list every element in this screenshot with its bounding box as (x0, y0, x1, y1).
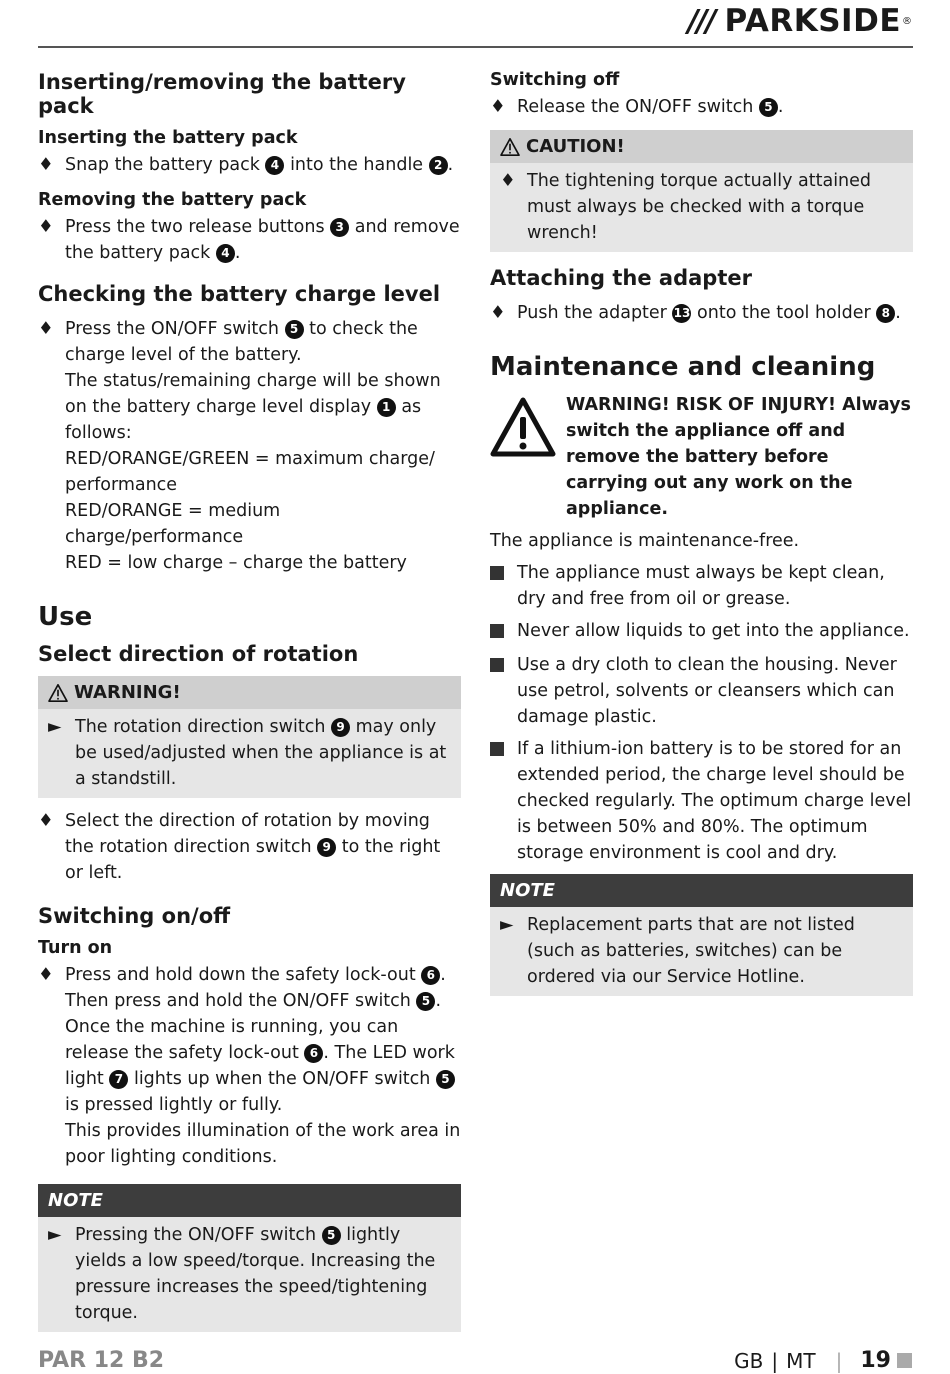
warning-triangle-icon (500, 138, 520, 156)
heading-switching: Switching on/off (38, 904, 231, 928)
diamond-bullet-icon: ♦ (38, 965, 54, 985)
list-item: ♦ Snap the battery pack 4 into the handle 2 . (38, 152, 461, 178)
footer-separator: | (771, 1348, 779, 1373)
brand-registered-mark: ® (902, 15, 912, 27)
heading-adapter: Attaching the adapter (490, 266, 752, 290)
brand-name: PARKSIDE (724, 3, 901, 39)
page-number: 19 (860, 1348, 891, 1373)
part-number-badge: 7 (109, 1070, 128, 1089)
part-number-badge: 4 (216, 244, 235, 263)
footer-divider: | (835, 1348, 843, 1373)
diamond-bullet-icon: ♦ (490, 97, 506, 117)
list-item: ♦ Release the ON/OFF switch 5 . (490, 94, 913, 120)
brand-slashes: /// (687, 3, 715, 39)
footer-lang-mt: MT (786, 1348, 816, 1373)
warning-box (38, 676, 461, 798)
diamond-bullet-icon: ♦ (38, 155, 54, 175)
heading-charge-level: Checking the battery charge level (38, 282, 441, 306)
maintenance-free-text: The appliance is maintenance-free. (490, 531, 800, 551)
list-item: ♦ Press the ON/OFF switch 5 to check the charge level of the battery. The status/remaining charge will be shown on the battery charge level display 1 as follows: RED/ORANGE/GREEN = maximum charge/ performance RED/ORANGE = medium charge/performance RED = low charge – charge the battery (38, 316, 461, 576)
heading-maintenance: Maintenance and cleaning (490, 352, 876, 382)
note-box (38, 1184, 461, 1332)
footer-square-mark (897, 1353, 912, 1368)
brand-logo (688, 4, 912, 38)
list-item: ♦ Select the direction of rotation by moving the rotation direction switch 9 to the right or left. (38, 808, 461, 886)
list-item: ♦ Push the adapter 13 onto the tool holder 8 . (490, 300, 913, 326)
list-item: The appliance must always be kept clean, dry and free from oil or grease. (490, 560, 913, 612)
note-box-header: NOTE (490, 874, 913, 907)
subheading-removing: Removing the battery pack (38, 190, 307, 210)
part-number-badge: 5 (436, 1070, 455, 1089)
header-rule (38, 46, 913, 48)
diamond-bullet-icon: ♦ (38, 319, 54, 339)
heading-rotation: Select direction of rotation (38, 642, 359, 666)
list-item: ♦ Press the two release buttons 3 and remove the battery pack 4 . (38, 214, 461, 266)
square-bullet-icon (490, 566, 504, 580)
list-item: ► The rotation direction switch 9 may only be used/adjusted when the appliance is at a standstill. (48, 714, 451, 792)
warning-box-header (38, 676, 461, 709)
diamond-bullet-icon: ♦ (38, 217, 54, 237)
arrow-bullet-icon: ► (48, 1225, 62, 1245)
part-number-badge: 8 (876, 304, 895, 323)
part-number-badge: 9 (331, 718, 350, 737)
part-number-badge: 6 (421, 966, 440, 985)
arrow-bullet-icon: ► (48, 717, 62, 737)
diamond-bullet-icon: ♦ (490, 303, 506, 323)
list-item: Never allow liquids to get into the appliance. (490, 618, 913, 646)
heading-insert-remove: Inserting/removing the battery pack (38, 70, 406, 118)
heading-use: Use (38, 602, 93, 632)
list-item: ► Pressing the ON/OFF switch 5 lightly yields a low speed/torque. Increasing the pressure increases the speed/tightening torque. (48, 1222, 451, 1326)
list-item: ► Replacement parts that are not listed (such as batteries, switches) can be ordered via our Service Hotline. (500, 912, 903, 990)
part-number-badge: 4 (265, 156, 284, 175)
part-number-badge: 2 (429, 156, 448, 175)
footer-page-info (734, 1348, 912, 1373)
part-number-badge: 13 (672, 304, 691, 323)
caution-label: CAUTION! (526, 136, 625, 157)
part-number-badge: 5 (285, 320, 304, 339)
part-number-badge: 5 (322, 1226, 341, 1245)
warning-triangle-icon (48, 684, 68, 702)
subheading-inserting: Inserting the battery pack (38, 128, 298, 148)
footer-lang-gb: GB (734, 1348, 764, 1373)
warning-triangle-icon (490, 394, 556, 460)
list-item: ♦ The tightening torque actually attained must always be checked with a torque wrench! (500, 168, 903, 246)
square-bullet-icon (490, 624, 504, 638)
left-column (38, 62, 461, 1342)
arrow-bullet-icon: ► (500, 915, 514, 935)
subheading-switching-off: Switching off (490, 70, 620, 90)
part-number-badge: 6 (304, 1044, 323, 1063)
square-bullet-icon (490, 742, 504, 756)
diamond-bullet-icon: ♦ (38, 811, 54, 831)
right-column (490, 62, 913, 1006)
part-number-badge: 5 (759, 98, 778, 117)
warning-label: WARNING! (74, 682, 181, 703)
part-number-badge: 3 (330, 218, 349, 237)
note-box-header: NOTE (38, 1184, 461, 1217)
note-box (490, 874, 913, 996)
caution-box-header (490, 130, 913, 163)
maintenance-warning-text: WARNING! RISK OF INJURY! Always switch the appliance off and remove the battery before carrying out any work on the appliance. (566, 395, 911, 519)
subheading-turn-on: Turn on (38, 938, 113, 958)
list-item: ♦ Press and hold down the safety lock-out 6 . Then press and hold the ON/OFF switch 5 . Once the machine is running, you can release the safety lock-out 6 . The LED work light 7 lights up when the ON/OFF switch 5 is pressed lightly or fully. This provides illumination of the work area in poor lighting conditions. (38, 962, 461, 1170)
part-number-badge: 9 (317, 838, 336, 857)
list-item: If a lithium-ion battery is to be stored for an extended period, the charge level should be checked regularly. The optimum charge level is between 50% and 80%. The optimum storage environment is cool and dry. (490, 736, 913, 866)
maintenance-warning (490, 392, 913, 522)
square-bullet-icon (490, 658, 504, 672)
diamond-bullet-icon: ♦ (500, 171, 516, 191)
part-number-badge: 5 (416, 992, 435, 1011)
caution-box (490, 130, 913, 252)
footer-model: PAR 12 B2 (38, 1348, 165, 1373)
part-number-badge: 1 (377, 398, 396, 417)
list-item: Use a dry cloth to clean the housing. Never use petrol, solvents or cleansers which can damage plastic. (490, 652, 913, 730)
